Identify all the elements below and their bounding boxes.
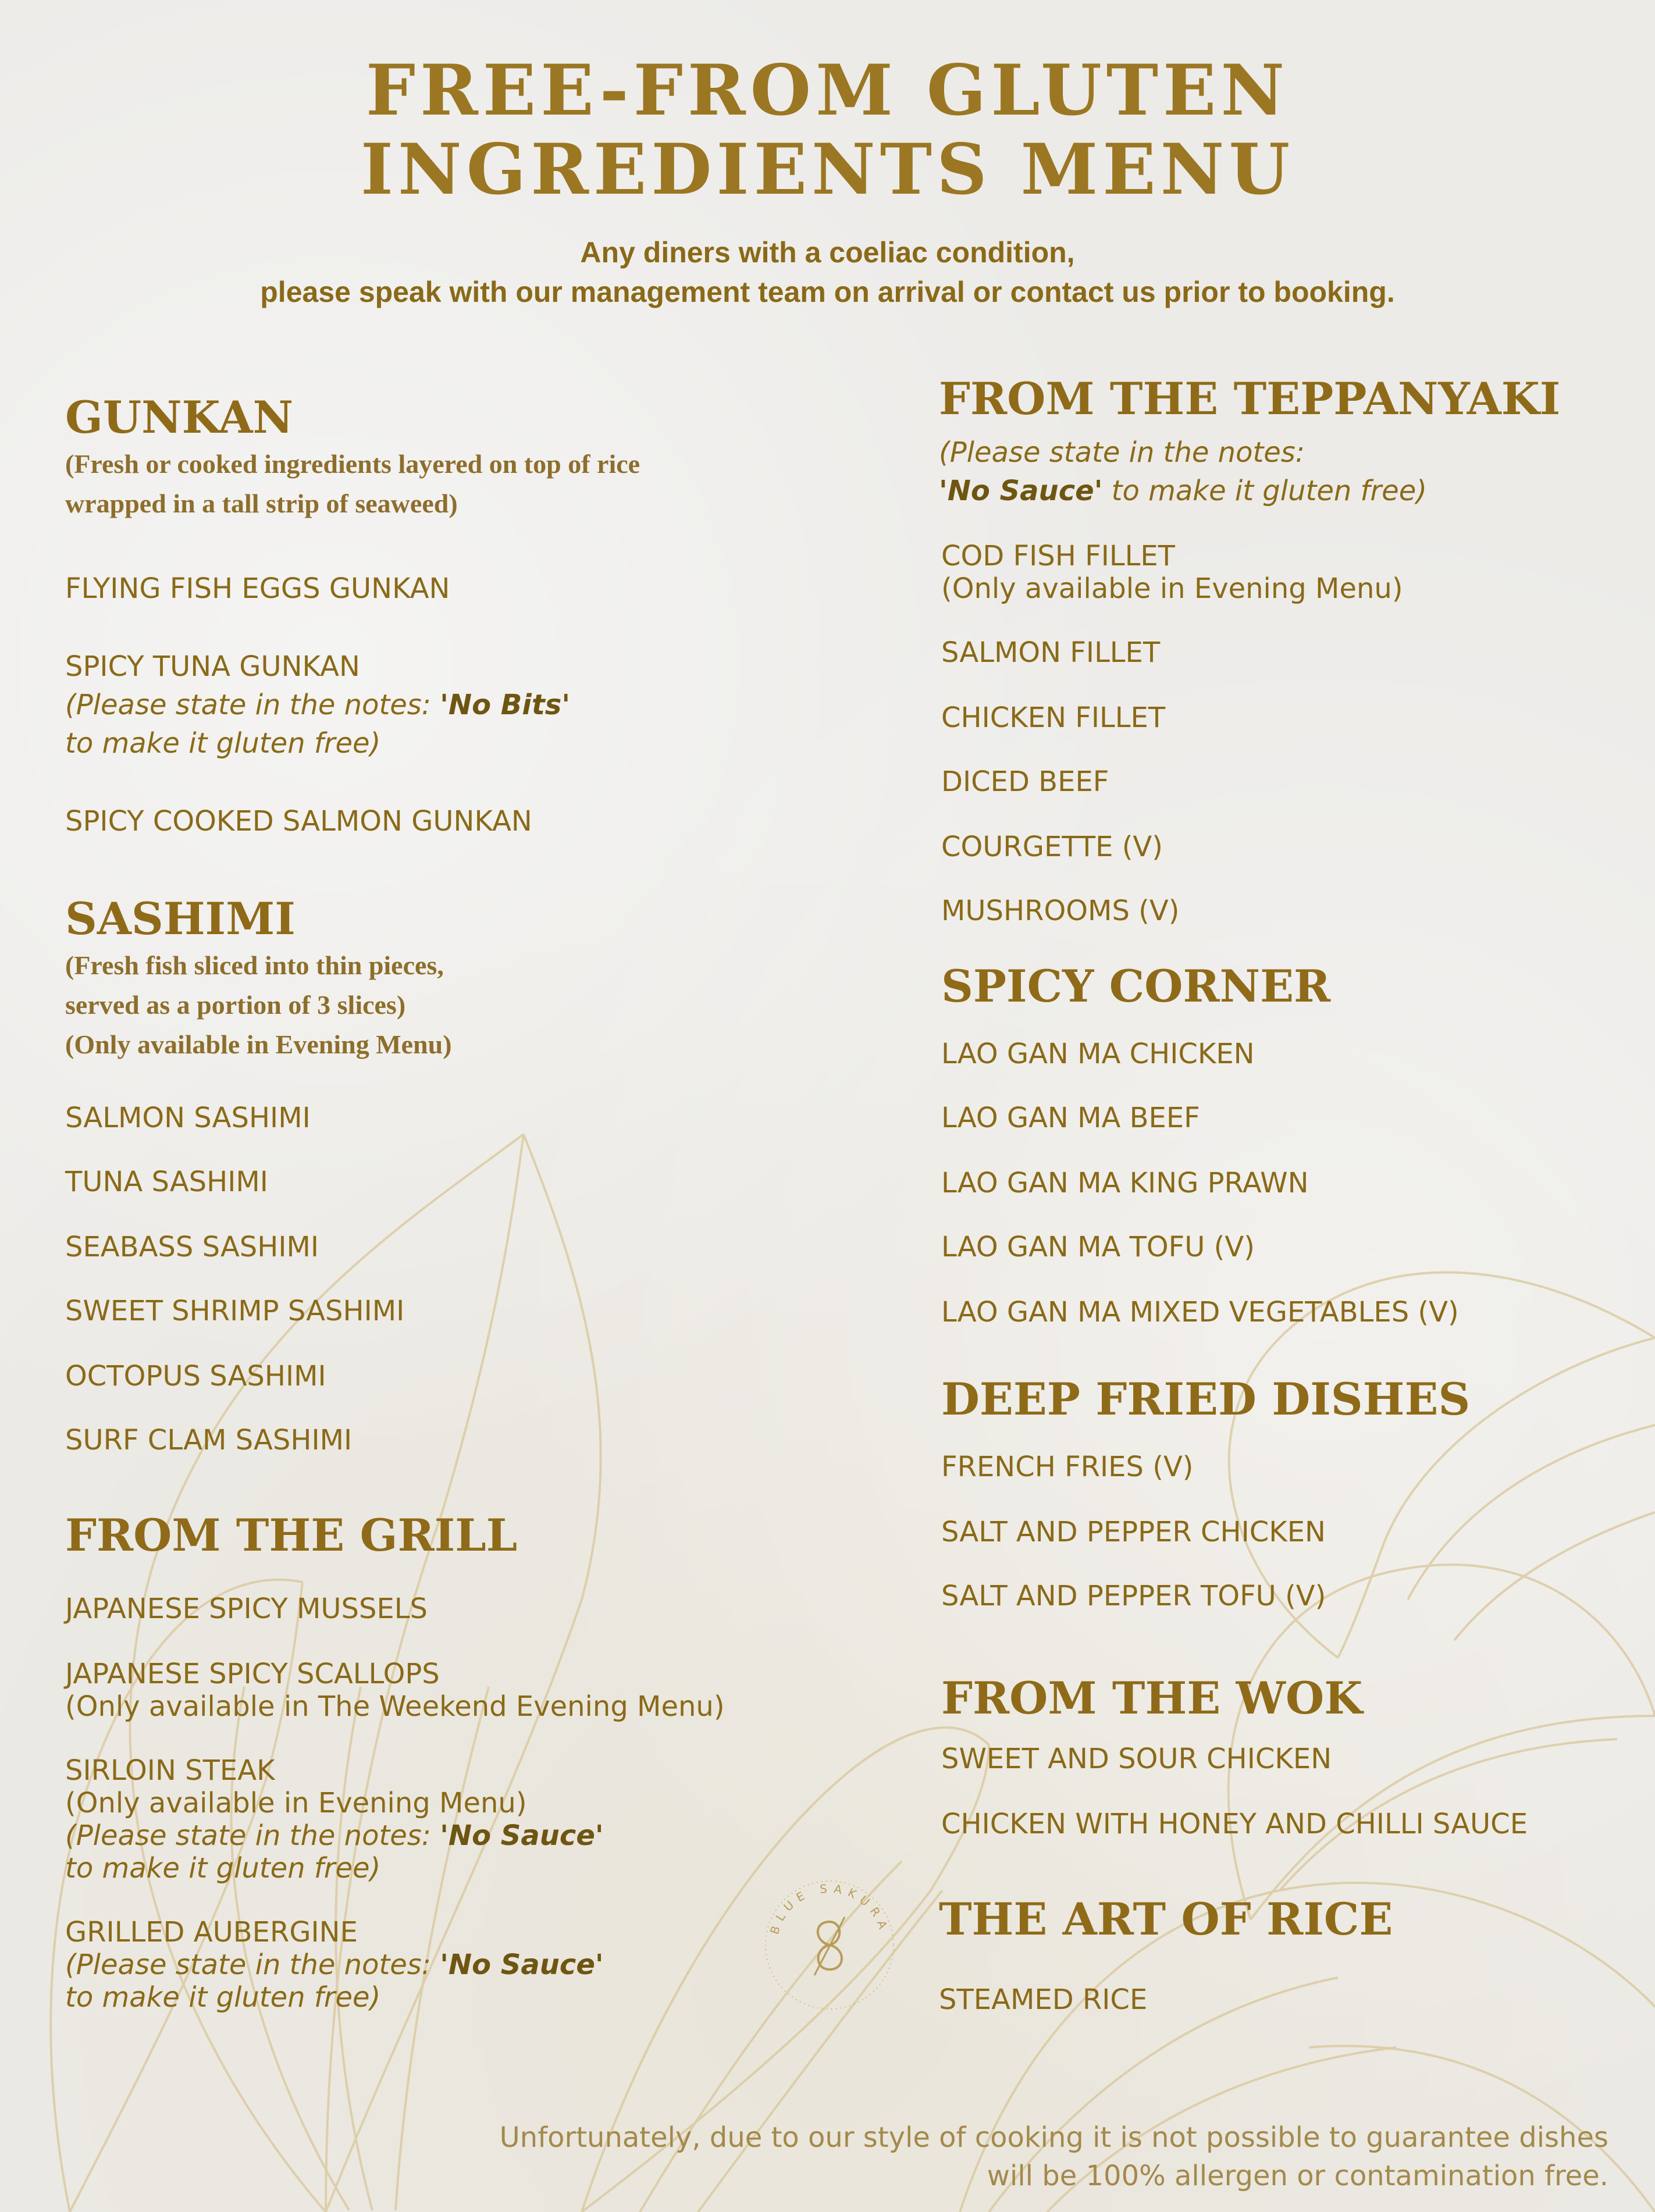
menu-item: LAO GAN MA KING PRAWN bbox=[941, 1167, 1309, 1199]
item-availability: (Only available in The Weekend Evening Menu) bbox=[65, 1690, 725, 1723]
item-note: to make it gluten free) bbox=[65, 727, 381, 760]
menu-item: STEAMED RICE bbox=[939, 1983, 1148, 2016]
menu-item: FLYING FISH EGGS GUNKAN bbox=[65, 572, 450, 605]
menu-item: CHICKEN FILLET bbox=[941, 701, 1166, 734]
menu-item: DICED BEEF bbox=[941, 765, 1109, 798]
allergen-disclaimer-line2: will be 100% allergen or contamination free. bbox=[987, 2160, 1608, 2192]
section-heading-teppanyaki: FROM THE TEPPANYAKI bbox=[939, 373, 1561, 425]
menu-item: LAO GAN MA BEEF bbox=[941, 1102, 1200, 1134]
menu-item: LAO GAN MA TOFU (V) bbox=[941, 1231, 1255, 1263]
menu-item: SPICY COOKED SALMON GUNKAN bbox=[65, 805, 532, 838]
section-heading-rice: THE ART OF RICE bbox=[939, 1893, 1393, 1945]
menu-item: OCTOPUS SASHIMI bbox=[65, 1360, 326, 1392]
section-heading: SASHIMI bbox=[65, 893, 296, 945]
section-gunkan bbox=[65, 391, 640, 523]
menu-item: SALT AND PEPPER TOFU (V) bbox=[941, 1580, 1326, 1612]
allergen-disclaimer-line1: Unfortunately, due to our style of cooking it is not possible to guarantee dishes bbox=[499, 2121, 1608, 2154]
menu-item: MUSHROOMS (V) bbox=[941, 895, 1180, 927]
section-heading-wok: FROM THE WOK bbox=[941, 1672, 1363, 1724]
section-heading-grill: FROM THE GRILL bbox=[65, 1509, 518, 1561]
menu-item: GRILLED AUBERGINE bbox=[65, 1916, 358, 1949]
section-sashimi bbox=[65, 892, 452, 1064]
item-note: (Please state in the notes: 'No Sauce' bbox=[65, 1949, 604, 1981]
section-description: wrapped in a tall strip of seaweed) bbox=[65, 489, 458, 518]
item-availability: (Only available in Evening Menu) bbox=[65, 1787, 527, 1819]
coeliac-notice-line1: Any diners with a coeliac condition, bbox=[580, 236, 1075, 269]
section-heading-spicy-corner: SPICY CORNER bbox=[941, 960, 1331, 1012]
menu-item: LAO GAN MA MIXED VEGETABLES (V) bbox=[941, 1296, 1459, 1328]
section-note: (Please state in the notes: bbox=[939, 436, 1305, 469]
menu-item: SURF CLAM SASHIMI bbox=[65, 1424, 353, 1456]
item-note: (Please state in the notes: 'No Bits' bbox=[65, 689, 571, 721]
menu-item: SWEET AND SOUR CHICKEN bbox=[941, 1743, 1332, 1775]
menu-item: SWEET SHRIMP SASHIMI bbox=[65, 1295, 405, 1327]
section-description: served as a portion of 3 slices) bbox=[65, 990, 406, 1020]
section-description: (Fresh or cooked ingredients layered on top of rice bbox=[65, 449, 640, 479]
menu-item: LAO GAN MA CHICKEN bbox=[941, 1038, 1255, 1070]
svg-text:BLUE SAKURA: BLUE SAKURA bbox=[767, 1881, 892, 1936]
menu-item: JAPANESE SPICY MUSSELS bbox=[65, 1593, 428, 1625]
menu-item: SPICY TUNA GUNKAN bbox=[65, 650, 360, 683]
menu-title-line1: FREE-FROM GLUTEN bbox=[365, 49, 1290, 131]
menu-item: SEABASS SASHIMI bbox=[65, 1231, 319, 1263]
menu-item: SALT AND PEPPER CHICKEN bbox=[941, 1516, 1326, 1548]
item-note: to make it gluten free) bbox=[65, 1981, 381, 2014]
blue-sakura-logo bbox=[761, 1876, 898, 2014]
item-availability: (Only available in Evening Menu) bbox=[941, 572, 1403, 605]
coeliac-notice-line2: please speak with our management team on arrival or contact us prior to booking. bbox=[260, 276, 1395, 308]
section-description: (Only available in Evening Menu) bbox=[65, 1030, 452, 1059]
menu-item: JAPANESE SPICY SCALLOPS bbox=[65, 1658, 440, 1690]
menu-item: COURGETTE (V) bbox=[941, 831, 1163, 863]
section-description: (Fresh fish sliced into thin pieces, bbox=[65, 950, 444, 980]
menu-item: COD FISH FILLET bbox=[941, 540, 1175, 572]
item-note: to make it gluten free) bbox=[65, 1852, 381, 1885]
menu-item: SIRLOIN STEAK bbox=[65, 1754, 275, 1787]
section-note: 'No Sauce' to make it gluten free) bbox=[939, 475, 1427, 507]
menu-item: FRENCH FRIES (V) bbox=[941, 1451, 1194, 1483]
menu-item: SALMON SASHIMI bbox=[65, 1102, 311, 1134]
menu-item: SALMON FILLET bbox=[941, 636, 1161, 669]
section-heading: GUNKAN bbox=[65, 391, 294, 443]
menu-item: CHICKEN WITH HONEY AND CHILLI SAUCE bbox=[941, 1808, 1528, 1840]
item-note: (Please state in the notes: 'No Sauce' bbox=[65, 1819, 604, 1852]
section-heading-deep-fried: DEEP FRIED DISHES bbox=[941, 1373, 1471, 1425]
menu-item: TUNA SASHIMI bbox=[65, 1166, 268, 1198]
menu-title-line2: INGREDIENTS MENU bbox=[360, 129, 1295, 211]
